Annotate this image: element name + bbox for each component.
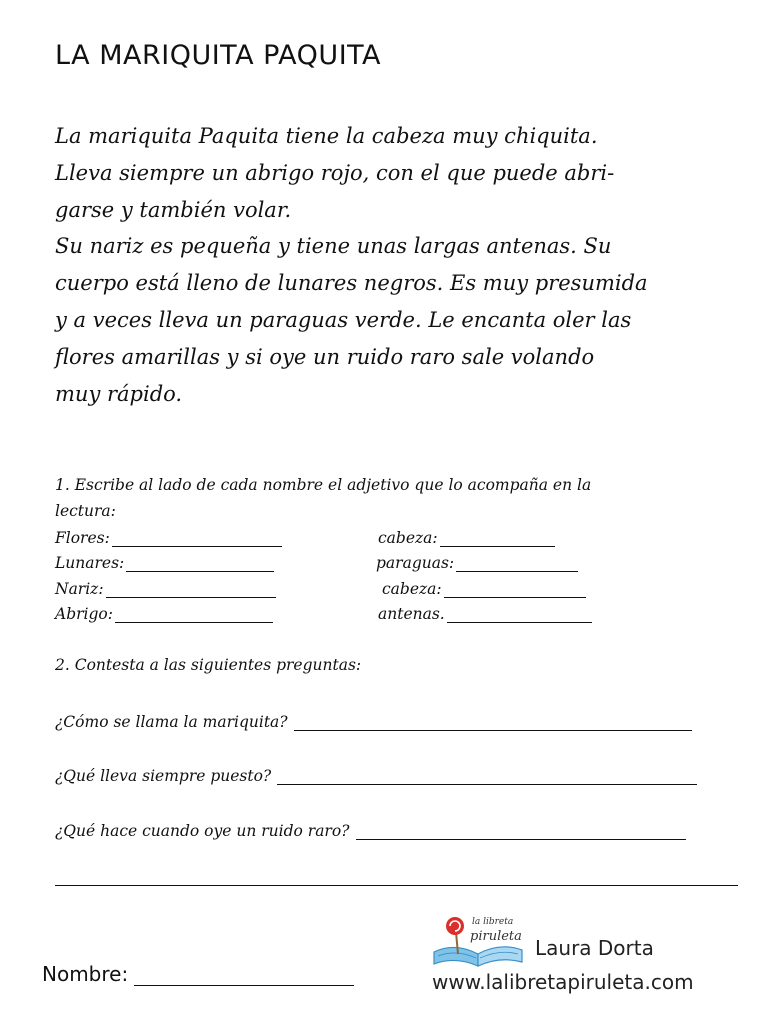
field-label: Nariz: — [55, 580, 104, 598]
field-abrigo — [55, 603, 273, 623]
field-antenas — [378, 603, 592, 623]
answer-line[interactable] — [356, 825, 686, 840]
answer-blank[interactable] — [115, 608, 273, 623]
instruction-line: lectura: — [55, 502, 116, 520]
field-flores — [55, 527, 282, 547]
answer-blank[interactable] — [447, 608, 592, 623]
exercise-1-instruction — [55, 472, 591, 524]
question-text: ¿Qué lleva siempre puesto? — [55, 767, 272, 785]
field-lunares — [55, 552, 274, 572]
logo-text-2: piruleta — [470, 929, 522, 944]
question-text: ¿Qué hace cuando oye un ruido raro? — [55, 822, 350, 840]
book-left-page — [434, 947, 478, 966]
story-text — [55, 118, 745, 412]
name-blank[interactable] — [134, 967, 354, 986]
field-label: Flores: — [55, 529, 110, 547]
story-line: Su nariz es pequeña y tiene unas largas antenas. Su — [55, 234, 612, 259]
field-label: antenas. — [378, 605, 445, 623]
story-line: y a veces lleva un paraguas verde. Le encanta oler las — [55, 307, 632, 332]
field-label: Lunares: — [55, 554, 125, 572]
field-nariz — [55, 578, 276, 598]
field-cabeza-2 — [382, 578, 586, 598]
instruction-line: 1. Escribe al lado de cada nombre el adjetivo que lo acompaña en la — [55, 476, 592, 494]
question-3 — [55, 818, 686, 840]
story-line: garse y también volar. — [55, 197, 292, 222]
field-paraguas — [376, 552, 578, 572]
name-field — [42, 962, 354, 986]
answer-blank[interactable] — [126, 557, 274, 572]
author-name: Laura Dorta — [535, 936, 654, 960]
story-line: La mariquita Paquita tiene la cabeza muy chiquita. — [55, 124, 598, 148]
page-title: LA MARIQUITA PAQUITA — [55, 40, 382, 71]
story-line: muy rápido. — [55, 381, 183, 406]
question-1 — [55, 709, 692, 731]
field-label: Abrigo: — [55, 605, 113, 623]
name-label: Nombre: — [42, 962, 129, 986]
exercise-2-instruction: 2. Contesta a las siguientes preguntas: — [55, 656, 362, 674]
field-cabeza-1 — [378, 527, 555, 547]
logo-text-1: la libreta — [472, 917, 514, 927]
lollipop-icon — [446, 917, 464, 935]
answer-line[interactable] — [277, 770, 697, 785]
answer-blank[interactable] — [440, 532, 555, 547]
answer-blank[interactable] — [444, 583, 586, 598]
question-2 — [55, 763, 697, 785]
story-line: cuerpo está lleno de lunares negros. Es muy presumida — [55, 271, 648, 296]
answer-blank[interactable] — [106, 583, 276, 598]
question-text: ¿Cómo se llama la mariquita? — [55, 713, 288, 731]
field-label: cabeza: — [382, 580, 442, 598]
answer-blank[interactable] — [456, 557, 578, 572]
story-line: Lleva siempre un abrigo rojo, con el que puede abri- — [55, 160, 615, 185]
libreta-piruleta-logo — [430, 912, 530, 970]
answer-blank[interactable] — [112, 532, 282, 547]
field-label: cabeza: — [378, 529, 438, 547]
story-line: flores amarillas y si oye un ruido raro sale volando — [55, 344, 595, 369]
website-link[interactable]: www.lalibretapiruleta.com — [432, 970, 694, 994]
field-label: paraguas: — [376, 554, 455, 572]
extra-answer-line[interactable] — [55, 885, 738, 886]
answer-line[interactable] — [294, 716, 692, 731]
